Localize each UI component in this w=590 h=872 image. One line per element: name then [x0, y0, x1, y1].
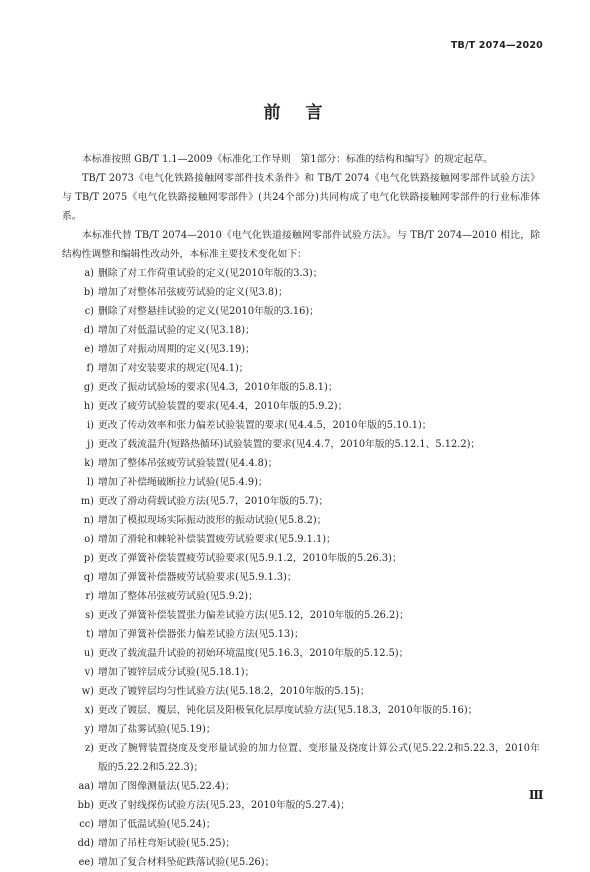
change-item-marker: v) — [84, 667, 94, 678]
change-item — [62, 701, 540, 720]
change-item — [62, 302, 540, 321]
change-item — [62, 264, 540, 283]
change-item — [62, 530, 540, 549]
change-item-marker: m) — [80, 496, 94, 507]
change-item-text: 增加了模拟现场实际振动波形的振动试验(见5.8.2)； — [98, 515, 327, 526]
change-item — [62, 644, 540, 663]
intro-paragraph-1: 本标准按照 GB/T 1.1—2009《标准化工作导则 第1部分：标准的结构和编写》的规定起草。 — [82, 154, 493, 165]
change-item — [62, 663, 540, 682]
change-item — [62, 435, 540, 454]
change-item — [62, 796, 540, 815]
change-item-marker: o) — [84, 534, 94, 545]
change-item-text: 删除了对整悬挂试验的定义(见2010年版的3.16)； — [98, 306, 319, 317]
change-item-marker: g) — [83, 382, 94, 393]
change-item-marker: c) — [84, 306, 94, 317]
change-item-text: 增加了对整体吊弦疲劳试验的定义(见3.8)； — [98, 287, 288, 298]
change-item-text: 增加了对安装要求的规定(见4.1)； — [98, 363, 249, 374]
change-item — [62, 492, 540, 511]
change-item-marker: k) — [84, 458, 94, 469]
change-item-text: 增加了补偿绳破断拉力试验(见5.4.9)； — [98, 477, 268, 488]
change-item-marker: y) — [84, 724, 94, 735]
change-item-text: 增加了吊柱弯矩试验(见5.25)； — [98, 838, 236, 849]
change-item-text: 增加了整体吊弦疲劳试验装置(见4.4.8)； — [98, 458, 278, 469]
change-item-text: 更改了弹簧补偿装置疲劳试验要求(见5.9.1.2，2010年版的5.26.3)； — [98, 553, 402, 564]
change-item-marker: w) — [81, 686, 94, 697]
change-item — [62, 416, 540, 435]
change-item-text: 删除了对工作荷重试验的定义(见2010年版的3.3)； — [98, 268, 323, 279]
change-item-text: 增加了盐雾试验(见5.19)； — [98, 724, 216, 735]
change-item — [62, 682, 540, 701]
change-item-marker: bb) — [77, 800, 94, 811]
change-item-marker: ee) — [78, 857, 94, 868]
change-item-marker: q) — [83, 572, 94, 583]
change-item — [62, 283, 540, 302]
change-item-marker: a) — [84, 268, 94, 279]
change-item — [62, 739, 540, 777]
change-item-text: 更改了镀层、覆层、钝化层及阳极氧化层厚度试验方法(见5.18.3，2010年版的5.16)； — [98, 705, 478, 716]
change-item — [62, 549, 540, 568]
change-item-text: 更改了载流温升试验的初始环境温度(见5.16.3，2010年版的5.12.5)； — [98, 648, 409, 659]
change-item-marker: t) — [86, 629, 94, 640]
change-item — [62, 720, 540, 739]
change-item — [62, 454, 540, 473]
change-item-marker: cc) — [79, 819, 94, 830]
page-number: Ⅲ — [528, 788, 543, 802]
change-item — [62, 625, 540, 644]
change-item-text: 更改了镀锌层均匀性试验方法(见5.18.2，2010年版的5.15)； — [98, 686, 370, 697]
change-item-text: 增加了对低温试验的定义(见3.18)； — [98, 325, 255, 336]
change-item-text: 更改了载流温升(短路热循环)试验装置的要求(见4.4.7，2010年版的5.12.1、5.12.2)； — [98, 439, 481, 450]
change-item-marker: aa) — [78, 781, 94, 792]
change-item-text: 更改了滑动荷载试验方法(见5.7，2010年版的5.7)； — [98, 496, 329, 507]
change-item-text: 更改了振动试验场的要求(见4.3，2010年版的5.8.1)； — [98, 382, 338, 393]
change-item-marker: n) — [83, 515, 94, 526]
document-body — [62, 150, 540, 872]
change-item-text: 增加了弹簧补偿器张力偏差试验方法(见5.13)； — [98, 629, 304, 640]
change-item-text: 更改了传动效率和张力偏差试验装置的要求(见4.4.5，2010年版的5.10.1)； — [98, 420, 432, 431]
change-item — [62, 834, 540, 853]
change-item-text: 增加了镀锌层成分试验(见5.18.1)； — [98, 667, 255, 678]
change-item-marker: u) — [83, 648, 94, 659]
change-item — [62, 815, 540, 834]
change-item-text: 更改了疲劳试验装置的要求(见4.4，2010年版的5.9.2)； — [98, 401, 348, 412]
change-item-text: 增加了复合材料坠砣跌落试验(见5.26)； — [98, 857, 275, 868]
change-item-text: 增加了滑轮和棘轮补偿装置疲劳试验要求(见5.9.1.1)； — [98, 534, 336, 545]
change-item-text: 增加了弹簧补偿器疲劳试验要求(见5.9.1.3)； — [98, 572, 297, 583]
change-item-marker: i) — [87, 420, 94, 431]
change-item-marker: d) — [83, 325, 94, 336]
change-item-marker: b) — [83, 287, 94, 298]
change-item-text: 更改了腕臂装置挠度及变形量试验的加力位置、变形量及挠度计算公式(见5.22.2和5.22.3，2010年版的5.22.2和5.22.3)； — [98, 743, 540, 773]
change-item-marker: j) — [87, 439, 94, 450]
change-item-text: 增加了整体吊弦疲劳试验(见5.9.2)； — [98, 591, 258, 602]
change-list — [62, 264, 540, 872]
change-item-text: 更改了弹簧补偿装置张力偏差试验方法(见5.12，2010年版的5.26.2)； — [98, 610, 409, 621]
change-item-marker: f) — [86, 363, 94, 374]
change-item — [62, 397, 540, 416]
change-item-marker: x) — [84, 705, 94, 716]
change-item-marker: z) — [85, 743, 94, 754]
change-item — [62, 378, 540, 397]
change-item-marker: r) — [85, 591, 94, 602]
intro-paragraph-2: TB/T 2073《电气化铁路接触网零部件技术条件》和 TB/T 2074《电气化铁路接触网零部件试验方法》与 TB/T 2075《电气化铁路接触网零部件》(共24个部分)共同构成了电气化铁路接触网零部件的行业标准体系。 — [62, 173, 540, 222]
change-item — [62, 321, 540, 340]
intro-paragraph-3: 本标准代替 TB/T 2074—2010《电气化铁道接触网零部件试验方法》。与 TB/T 2074—2010 相比，除结构性调整和编辑性改动外，本标准主要技术变化如下： — [62, 230, 540, 260]
change-item — [62, 340, 540, 359]
change-item-marker: h) — [83, 401, 94, 412]
change-item — [62, 606, 540, 625]
change-item — [62, 359, 540, 378]
change-item-marker: l) — [87, 477, 94, 488]
change-item-text: 增加了对振动周期的定义(见3.19)； — [98, 344, 255, 355]
change-item-text: 增加了图像测量法(见5.22.4)； — [98, 781, 235, 792]
change-item-marker: s) — [85, 610, 94, 621]
change-item — [62, 777, 540, 796]
change-item — [62, 853, 540, 872]
change-item — [62, 473, 540, 492]
standard-code: TB/T 2074—2020 — [450, 40, 543, 51]
page-title: 前 言 — [263, 103, 327, 123]
change-item — [62, 587, 540, 606]
change-item — [62, 568, 540, 587]
change-item-marker: e) — [84, 344, 94, 355]
change-item-marker: dd) — [77, 838, 94, 849]
change-item — [62, 511, 540, 530]
change-item-text: 增加了低温试验(见5.24)； — [98, 819, 216, 830]
change-item-marker: p) — [83, 553, 94, 564]
change-item-text: 更改了射线探伤试验方法(见5.23，2010年版的5.27.4)； — [98, 800, 351, 811]
